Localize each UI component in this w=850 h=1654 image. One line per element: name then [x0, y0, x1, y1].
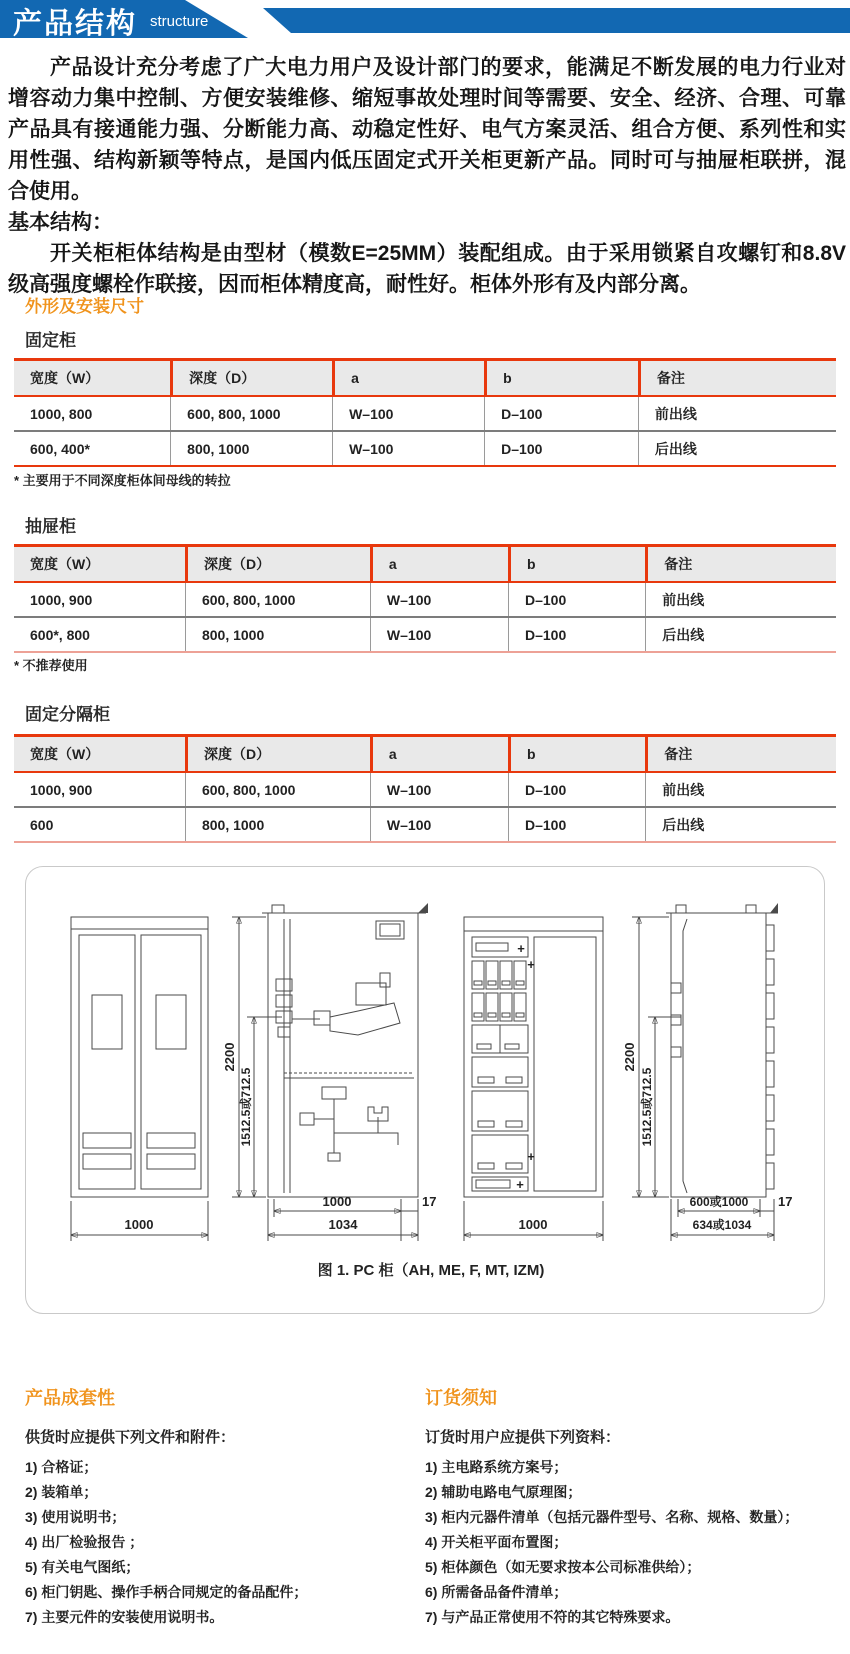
ordering-notes-section [425, 1384, 847, 1630]
header-cell: 宽度（W） [30, 556, 100, 572]
list-item: 6) 所需备品备件清单； [425, 1584, 568, 1600]
dim-side2-gap: 17 [778, 1194, 793, 1209]
plus-mark: + [517, 941, 525, 956]
cabinet-drawings [26, 867, 824, 1313]
list-item: 2) 辅助电路电气原理图； [425, 1484, 582, 1500]
table-row [14, 806, 836, 841]
table-header-row [14, 361, 836, 397]
table-cell: 600, 800, 1000 [170, 397, 332, 430]
plus-mark: + [527, 1149, 535, 1164]
dim-side-height: 2200 [222, 1042, 237, 1072]
list-item: 5) 柜体颜色（如无要求按本公司标准供给）； [425, 1559, 701, 1575]
dim-side-partial: 1512.5或712.5 [239, 1067, 253, 1147]
header-cell: 备注 [645, 737, 836, 771]
fixed-cabinet-footnote: * 主要用于不同深度柜体间母线的转拉 [14, 473, 231, 488]
table-row [14, 773, 836, 806]
plus-mark: + [527, 957, 535, 972]
table-cell: 600*, 800 [30, 626, 90, 643]
list-item: 7) 主要元件的安装使用说明书。 [25, 1609, 224, 1625]
table-cell: W–100 [370, 583, 508, 616]
table-row [14, 397, 836, 430]
product-completeness-intro: 供货时应提供下列文件和附件： [25, 1429, 236, 1446]
basic-structure-label: 基本结构： [8, 211, 113, 234]
table-cell: 600, 400* [30, 440, 90, 457]
intro-text [8, 52, 846, 300]
table-cell: 800, 1000 [185, 808, 370, 841]
dim-side-w1: 1000 [322, 1194, 352, 1209]
table-cell: 1000, 900 [30, 781, 93, 798]
header-cell: 备注 [638, 361, 836, 395]
figure-caption: 图 1. PC 柜（AH, ME, F, MT, IZM) [317, 1262, 545, 1279]
table-cell: 后出线 [638, 432, 836, 465]
table-row [14, 583, 836, 616]
dim-side2-partial: 1512.5或712.5 [640, 1067, 654, 1147]
fixed-cabinet-title: 固定柜 [25, 331, 76, 350]
list-item: 1) 主电路系统方案号； [425, 1459, 568, 1475]
page-title: 产品结构 [13, 8, 138, 40]
intro-paragraph-2: 开关柜柜体结构是由型材（模数E=25MM）装配组成。由于采用锁紧自攻螺钉和8.8V级高强度螺栓作联接，因而柜体精度高，耐性好。柜体外形有及内部分离。 [8, 242, 846, 296]
table-cell: W–100 [370, 808, 508, 841]
partition-cabinet-title: 固定分隔柜 [25, 705, 110, 724]
table-cell: D–100 [508, 618, 645, 651]
dim-front-width: 1000 [124, 1217, 154, 1232]
table-cell: W–100 [332, 432, 484, 465]
cabinet-internal-view [464, 917, 603, 1241]
table-header-row [14, 547, 836, 583]
drawer-cabinet-footnote: * 不推荐使用 [14, 658, 88, 673]
figure-box [25, 866, 825, 1314]
table-cell: 1000, 800 [30, 405, 93, 422]
table-cell: W–100 [370, 618, 508, 651]
list-item: 3) 使用说明书； [25, 1509, 126, 1525]
table-row [14, 430, 836, 465]
dimensions-heading: 外形及安装尺寸 [25, 297, 144, 316]
table-cell: W–100 [332, 397, 484, 430]
cabinet-side-section [222, 903, 436, 1241]
cabinet-side-view [622, 903, 792, 1241]
header-cell: 深度（D） [170, 361, 332, 395]
list-item: 3) 柜内元器件清单（包括元器件型号、名称、规格、数量）； [425, 1509, 799, 1525]
plus-mark: + [516, 1177, 524, 1192]
list-item: 1) 合格证； [25, 1459, 98, 1475]
ordering-notes-intro: 订货时用户应提供下列资料： [425, 1429, 621, 1446]
header-cell: 宽度（W） [30, 746, 100, 762]
table-cell: 前出线 [645, 583, 836, 616]
table-header-row [14, 737, 836, 773]
table-cell: D–100 [484, 397, 638, 430]
dim-side2-height: 2200 [622, 1042, 637, 1072]
ordering-notes-heading: 订货须知 [425, 1388, 497, 1408]
table-cell: 600, 800, 1000 [185, 583, 370, 616]
dim-side-gap: 17 [422, 1194, 437, 1209]
list-item: 5) 有关电气图纸； [25, 1559, 140, 1575]
list-item: 4) 出厂检验报告 ； [25, 1534, 144, 1550]
header-cell: b [508, 737, 645, 771]
list-item: 6) 柜门钥匙、操作手柄合同规定的备品配件； [25, 1584, 308, 1600]
table-cell: 后出线 [645, 808, 836, 841]
dim-side2-w2: 634或1034 [692, 1218, 752, 1232]
drawer-cabinet-table [14, 544, 836, 653]
partition-cabinet-table [14, 734, 836, 843]
header-cell: 宽度（W） [30, 370, 100, 386]
list-item: 4) 开关柜平面布置图； [425, 1534, 568, 1550]
table-cell: 前出线 [638, 397, 836, 430]
table-cell: 后出线 [645, 618, 836, 651]
product-completeness-section [25, 1384, 421, 1630]
table-cell: 800, 1000 [170, 432, 332, 465]
dim-side-w2: 1034 [328, 1217, 358, 1232]
header-cell: a [370, 547, 508, 581]
header-cell: b [508, 547, 645, 581]
table-cell: 600 [30, 816, 54, 833]
header-cell: 备注 [645, 547, 836, 581]
table-cell: D–100 [508, 808, 645, 841]
table-cell: 800, 1000 [185, 618, 370, 651]
table-cell: 1000, 900 [30, 591, 93, 608]
header-cell: a [332, 361, 484, 395]
table-cell: D–100 [484, 432, 638, 465]
header-cell: 深度（D） [185, 547, 370, 581]
table-cell: 前出线 [645, 773, 836, 806]
table-cell: W–100 [370, 773, 508, 806]
page-subtitle: structure [150, 13, 209, 30]
list-item: 7) 与产品正常使用不符的其它特殊要求。 [425, 1609, 680, 1625]
dim-side2-w1: 600或1000 [689, 1195, 749, 1209]
table-cell: D–100 [508, 773, 645, 806]
product-completeness-heading: 产品成套性 [25, 1388, 115, 1408]
cabinet-front-view [71, 917, 208, 1241]
fixed-cabinet-table [14, 358, 836, 467]
header-cell: a [370, 737, 508, 771]
header-cell: b [484, 361, 638, 395]
table-cell: 600, 800, 1000 [185, 773, 370, 806]
drawer-cabinet-title: 抽屉柜 [25, 517, 76, 536]
dim-internal-width: 1000 [518, 1217, 548, 1232]
list-item: 2) 装箱单； [25, 1484, 98, 1500]
table-cell: D–100 [508, 583, 645, 616]
table-row [14, 616, 836, 651]
intro-paragraph-1: 产品设计充分考虑了广大电力用户及设计部门的要求，能满足不断发展的电力行业对增容动力集中控制、方便安装维修、缩短事故处理时间等需要、安全、经济、合理、可靠产品具有接通能力强、分断能力高、动稳定性好、电气方案灵活、组合方便、系列性和实用性强、结构新颖等特点，是国内低压固定式开关柜更新产品。同时可与抽屉柜联拼，混合使用。 [8, 56, 846, 203]
header-cell: 深度（D） [185, 737, 370, 771]
